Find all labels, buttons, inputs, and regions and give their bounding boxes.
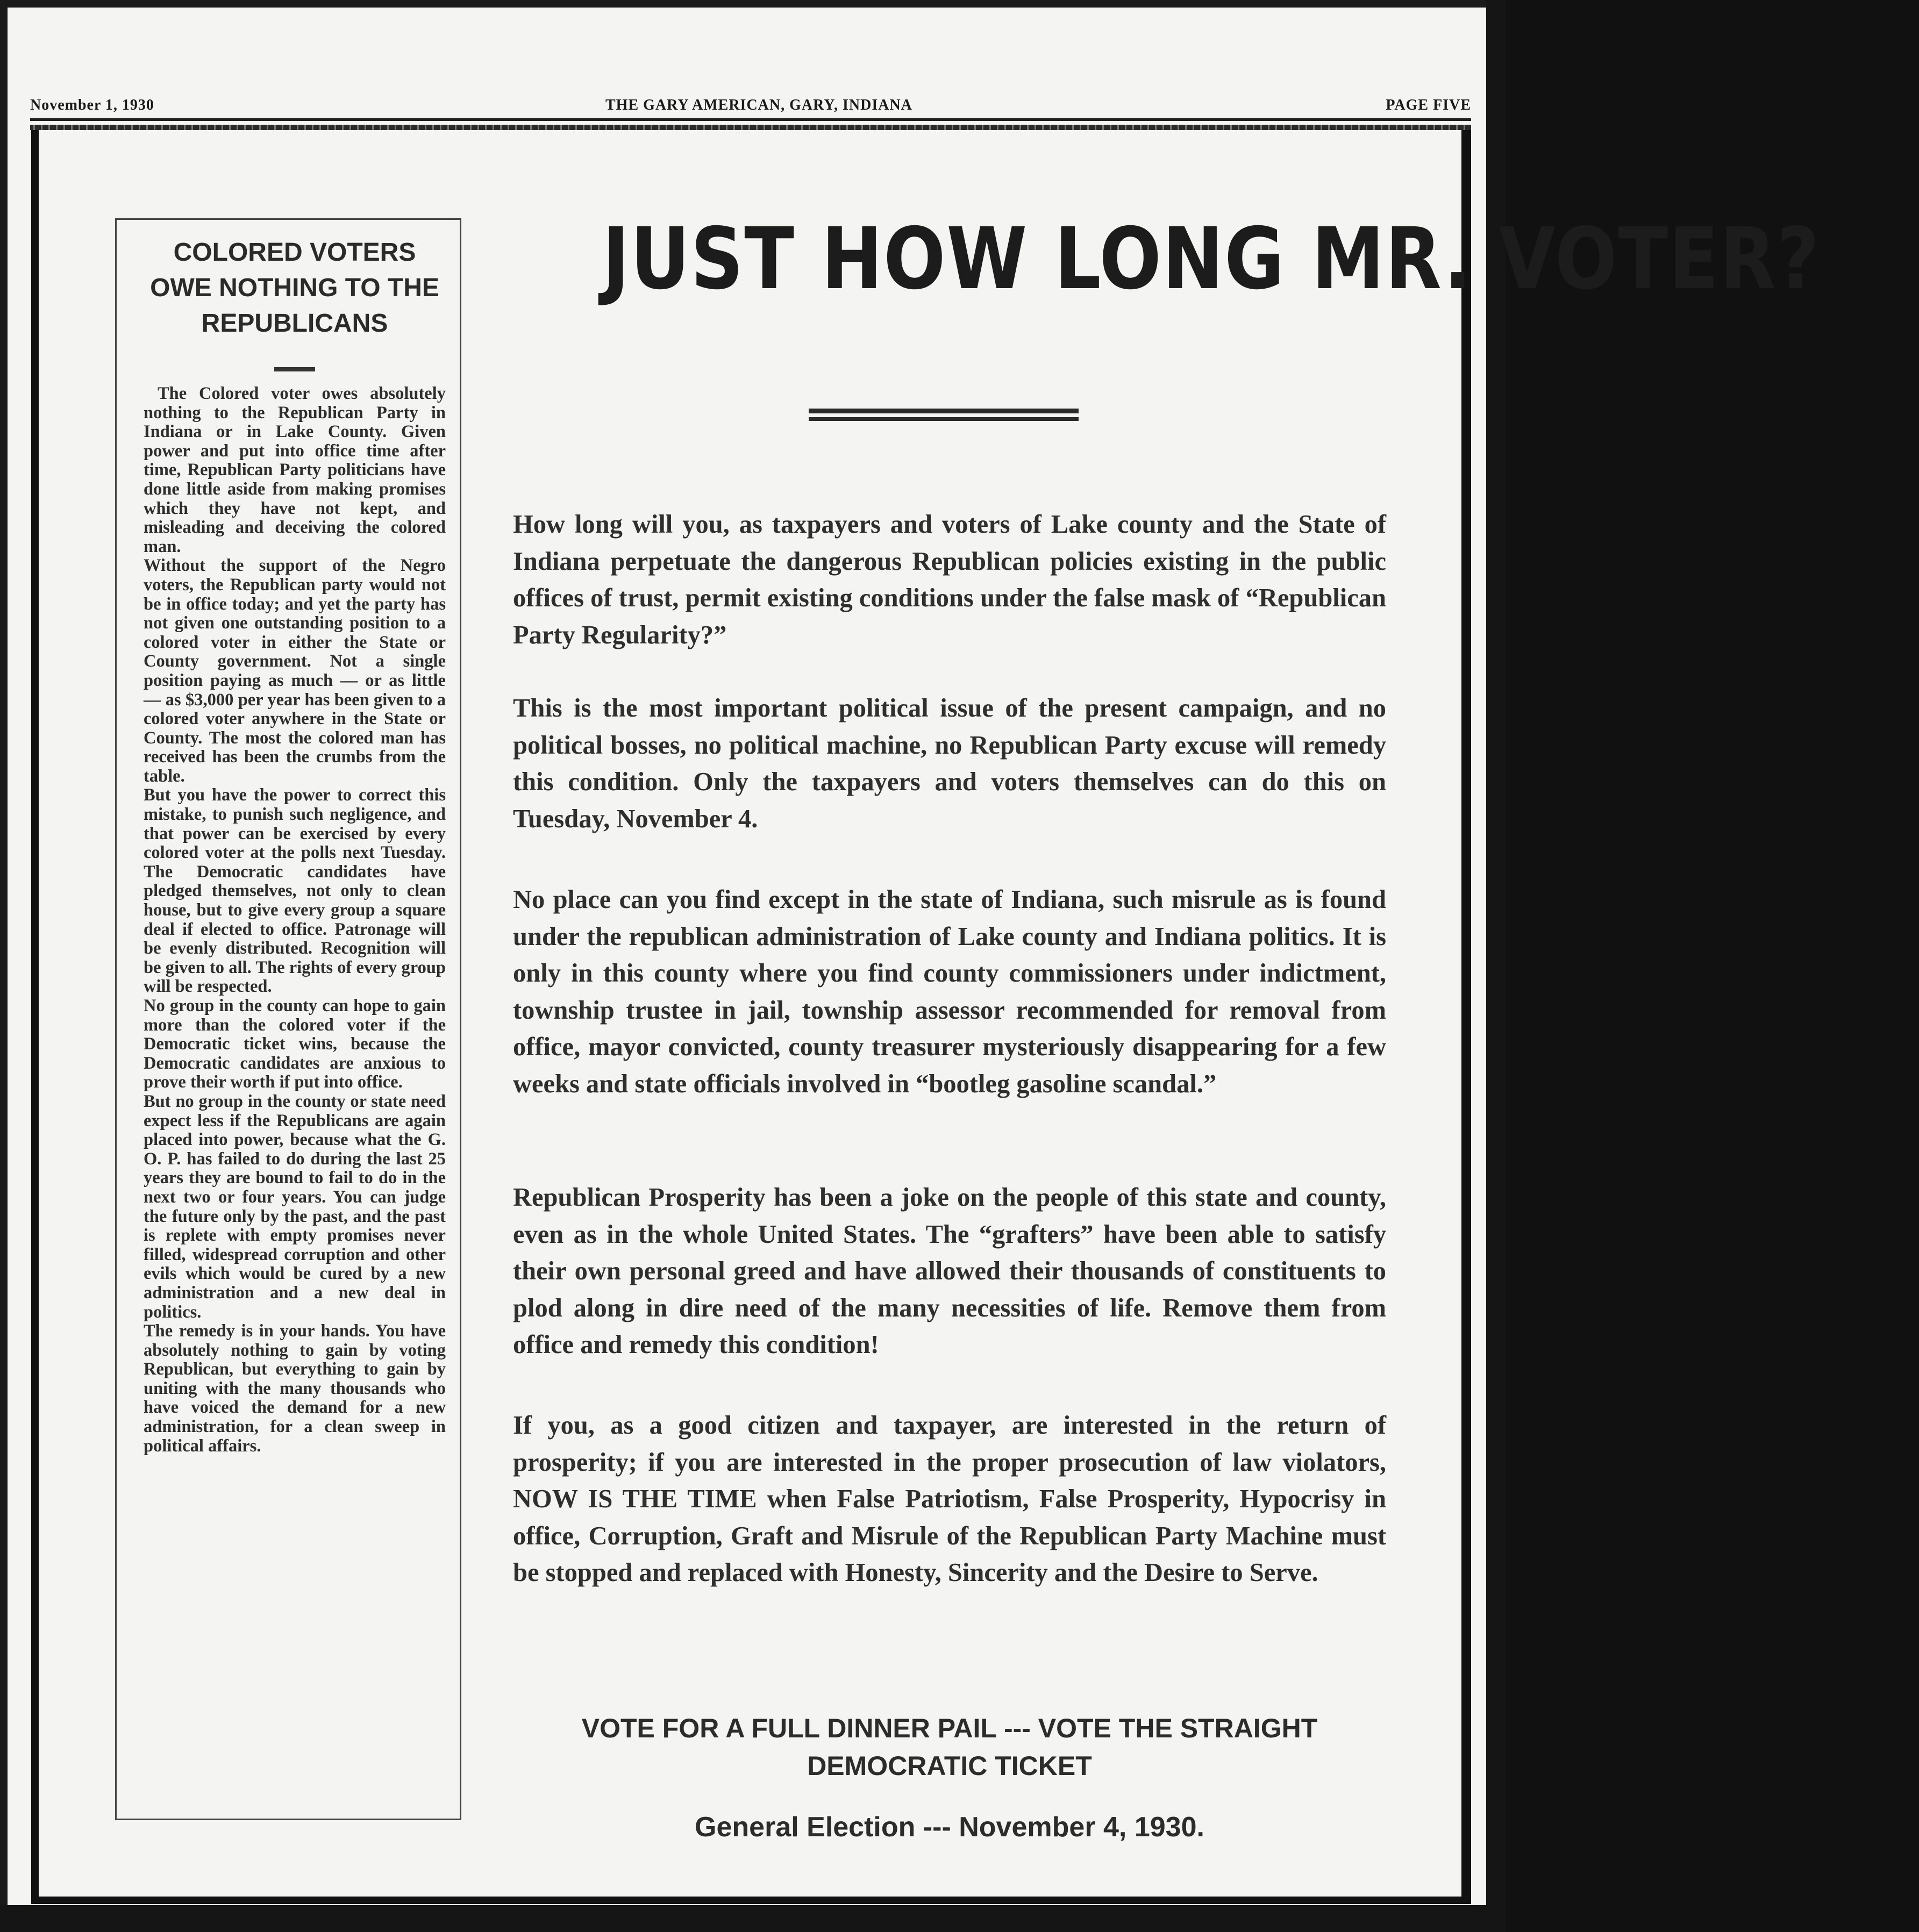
masthead bbox=[30, 91, 1471, 119]
sidebar-paragraph: But no group in the county or state need expect less if the Republicans are again placed into power, because what the G. O. P. has failed to do during the last 25 years they are bound to fail to do in the next two or four years. You can judge the future only by the past, and the past is replete with empty promises never filled, widespread corruption and other evils which would be cured by a new administration and a new deal in politics. bbox=[144, 1091, 446, 1322]
call-to-action-line: DEMOCRATIC TICKET bbox=[807, 1751, 1092, 1781]
ad-frame-right bbox=[1461, 130, 1471, 1904]
ad-headline-text: JUST HOW LONG MR. VOTER? bbox=[602, 210, 1821, 309]
sidebar-paragraph: Without the support of the Negro voters, the Republican party would not be in office today; and yet the party has not given one outstanding position to a colored voter in either the State or County government. Not a single position paying as much — or as little — as $3,000 per year has been given to a colored voter anywhere in the State or County. The most the colored man has received has been the crumbs from the table. bbox=[144, 556, 446, 786]
call-to-action bbox=[513, 1709, 1386, 1785]
scan-border-top bbox=[0, 0, 1506, 8]
election-date-line: General Election --- November 4, 1930. bbox=[695, 1812, 1204, 1843]
masthead-date: November 1, 1930 bbox=[30, 97, 154, 113]
ad-paragraph: If you, as a good citizen and taxpayer, are interested in the return of prosperity; if you are interested in the proper prosecution of law violators, NOW IS THE TIME when False Patriotism, False Prosperity, Hypocrisy in office, Corruption, Graft and Misrule of the Republican Party Machine must be stopped and replaced with Honesty, Sincerity and the Desire to Serve. bbox=[513, 1411, 1386, 1587]
sidebar-title: COLORED VOTERS OWE NOTHING TO THE REPUBLICANS bbox=[150, 238, 439, 338]
masthead-paper-name: THE GARY AMERICAN, GARY, INDIANA bbox=[605, 97, 912, 113]
masthead-rule bbox=[30, 118, 1471, 121]
sidebar-paragraph: The remedy is in your hands. You have absolutely nothing to gain by voting Republican, but everything to gain by uniting with the many thousands who have voiced the demand for a new administration, for a clean sweep in political affairs. bbox=[144, 1321, 446, 1456]
masthead-rule-ornamental bbox=[30, 125, 1471, 130]
headline-double-rule-bottom bbox=[809, 417, 1079, 421]
sidebar-divider bbox=[274, 367, 315, 371]
sidebar-body bbox=[144, 384, 446, 1456]
sidebar-box bbox=[115, 218, 461, 1820]
ad-frame-left bbox=[31, 130, 39, 1904]
call-to-action-line: VOTE FOR A FULL DINNER PAIL --- VOTE THE STRAIGHT bbox=[581, 1713, 1318, 1743]
ad-frame-bottom bbox=[31, 1897, 1471, 1904]
masthead-page-number: PAGE FIVE bbox=[1386, 97, 1471, 113]
ad-paragraph: How long will you, as taxpayers and voters of Lake county and the State of Indiana perpetuate the dangerous Republican policies existing in the public offices of trust, permit existing conditions under the false mask of “Republican Party Regularity?” bbox=[513, 510, 1386, 649]
ad-paragraph: Republican Prosperity has been a joke on the people of this state and county, even as in the whole United States. The “grafters” have been able to satisfy their own personal greed and have allowed their thousands of constituents to plod along in dire need of the many necessities of life. Remove them from office and remedy this condition! bbox=[513, 1183, 1386, 1359]
sidebar-paragraph: No group in the county can hope to gain more than the colored voter if the Democratic ticket wins, because the Democratic candidates are anxious to prove their worth if put into office. bbox=[144, 996, 446, 1092]
sidebar-paragraph: The Colored voter owes absolutely nothing to the Republican Party in Indiana or in Lake County. Given power and put into office time after time, Republican Party politicians have done little aside from making promises which they have not kept, and misleading and deceiving the colored man. bbox=[144, 384, 446, 556]
scan-border-left bbox=[0, 0, 8, 1932]
ad-headline bbox=[503, 195, 1821, 324]
ad-paragraph: This is the most important political issue of the present campaign, and no political bosses, no political machine, no Republican Party excuse will remedy this condition. Only the taxpayers and voters themselves can do this on Tuesday, November 4. bbox=[513, 694, 1386, 833]
scan-border-bottom bbox=[0, 1905, 1506, 1932]
ad-paragraph: No place can you find except in the state of Indiana, such misrule as is found under the republican administration of Lake county and Indiana politics. It is only in this county where you find county commissioners under indictment, township trustee in jail, township assessor recommended for removal from office, mayor convicted, county treasurer mysteriously disappearing for a few weeks and state officials involved in “bootleg gasoline scandal.” bbox=[513, 885, 1386, 1098]
sidebar-paragraph: But you have the power to correct this mistake, to punish such negligence, and that power can be exercised by every colored voter at the polls next Tuesday. The Democratic candidates have pledged themselves, not only to clean house, but to give every group a square deal if elected to office. Patronage will be evenly distributed. Recognition will be given to all. The rights of every group will be respected. bbox=[144, 785, 446, 997]
headline-double-rule-top bbox=[809, 409, 1079, 413]
